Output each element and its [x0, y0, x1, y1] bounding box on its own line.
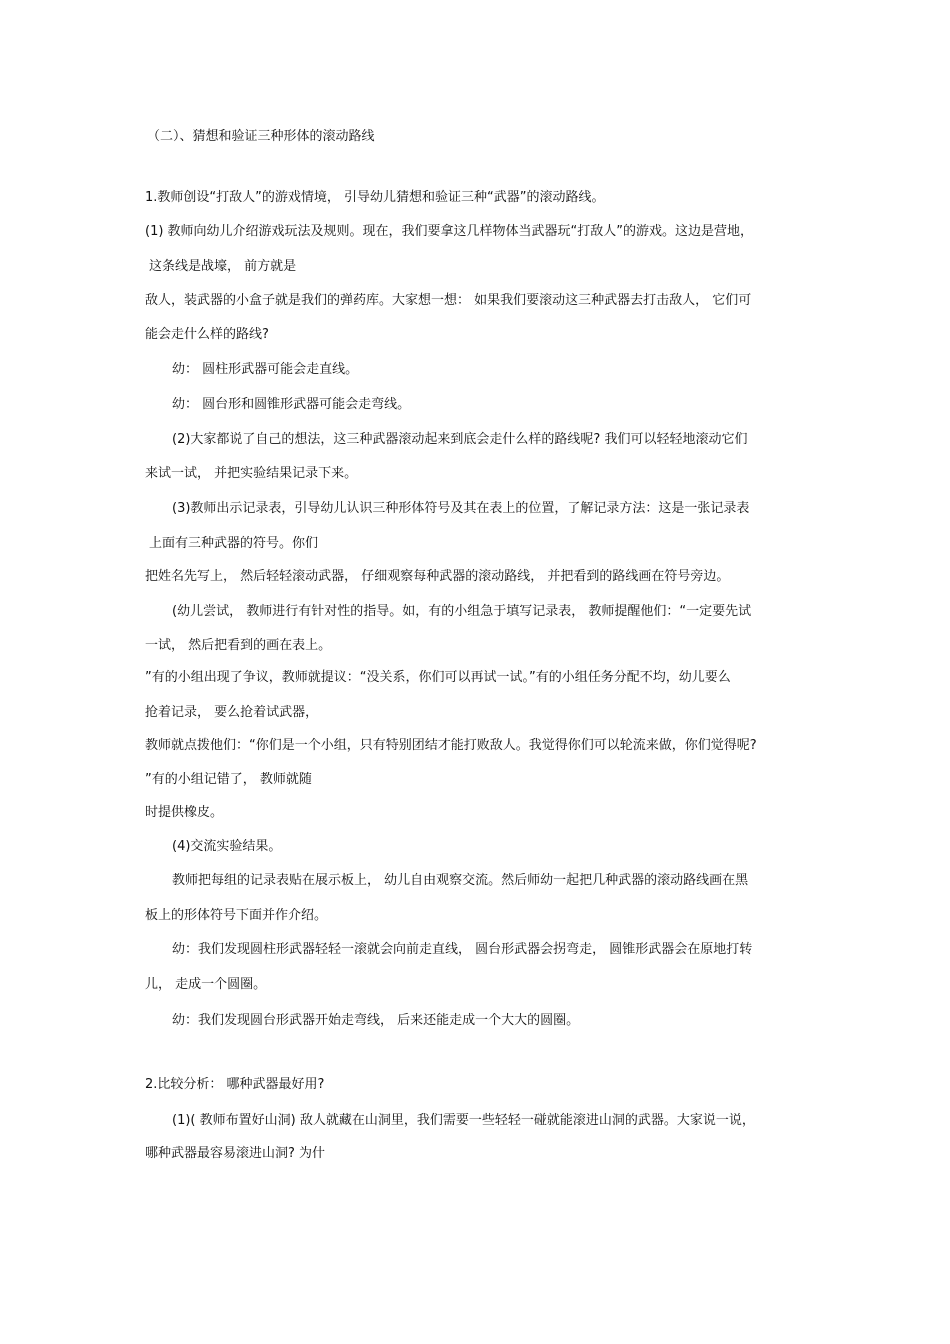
p1-line2: 这条线是战壕， 前方就是: [149, 259, 297, 274]
p1-line4: 能会走什么样的路线?: [145, 327, 269, 342]
part1-heading: 1.教师创设“打敌人”的游戏情境， 引导幼儿猜想和验证三种“武器”的滚动路线。: [145, 190, 605, 205]
child-answer-2: 幼： 圆台形和圆锥形武器可能会走弯线。: [172, 397, 411, 412]
part2-p1-line1: (1)( 教师布置好山洞) 敌人就藏在山洞里，我们需要一些轻轻一碰就能滚进山洞的武器。大家说一说，: [172, 1113, 755, 1128]
p4-line5: 教师就点拨他们：“你们是一个小组，只有特别团结才能打败敌人。我觉得你们可以轮流来做，你们觉得呢?: [145, 738, 757, 753]
p1-line3: 敌人，装武器的小盒子就是我们的弹药库。大家想一想： 如果我们要滚动这三种武器去打击敌人， 它们可: [145, 293, 752, 308]
p6-line1: 教师把每组的记录表贴在展示板上， 幼儿自由观察交流。然后师幼一起把几种武器的滚动路线画在黑: [172, 873, 749, 888]
p6-line2: 板上的形体符号下面并作介绍。: [145, 908, 328, 923]
child-answer-1: 幼： 圆柱形武器可能会走直线。: [172, 362, 359, 377]
part2-heading: 2.比较分析： 哪种武器最好用?: [145, 1077, 325, 1092]
p3-line3: 把姓名先写上， 然后轻轻滚动武器， 仔细观察每种武器的滚动路线， 并把看到的路线画在符号旁边。: [145, 569, 730, 584]
p4-line2: 一试， 然后把看到的画在表上。: [145, 638, 332, 653]
p2-line1: (2)大家都说了自己的想法，这三种武器滚动起来到底会走什么样的路线呢? 我们可以轻轻地滚动它们: [172, 432, 748, 447]
p4-line1: (幼儿尝试， 教师进行有针对性的指导。如，有的小组急于填写记录表， 教师提醒他们：“一定要先试: [172, 604, 752, 619]
p4-line4: 抢着记录， 要么抢着试武器，: [145, 705, 319, 720]
part2-p1-line2: 哪种武器最容易滚进山洞? 为什: [145, 1146, 326, 1161]
p3-line2: 上面有三种武器的符号。你们: [149, 536, 319, 551]
section-title: （二）、猜想和验证三种形体的滚动路线: [147, 129, 375, 144]
p4-line7: 时提供橡皮。: [145, 805, 224, 820]
p4-line6: ”有的小组记错了， 教师就随: [145, 772, 312, 787]
child-answer-4: 幼：我们发现圆台形武器开始走弯线， 后来还能走成一个大大的圆圈。: [172, 1013, 580, 1028]
p3-line1: (3)教师出示记录表，引导幼儿认识三种形体符号及其在表上的位置，了解记录方法：这是一张记录表: [172, 501, 750, 516]
p2-line2: 来试一试， 并把实验结果记录下来。: [145, 466, 358, 481]
p5-line: (4)交流实验结果。: [172, 839, 282, 854]
p4-line3: ”有的小组出现了争议，教师就提议：“没关系，你们可以再试一试。”有的小组任务分配不均，幼儿要么: [145, 670, 731, 685]
p1-line1: (1) 教师向幼儿介绍游戏玩法及规则。现在，我们要拿这几样物体当武器玩“打敌人”的游戏。这边是营地，: [145, 224, 754, 239]
child-answer-3-line2: 儿， 走成一个圆圈。: [145, 977, 267, 992]
child-answer-3-line1: 幼：我们发现圆柱形武器轻轻一滚就会向前走直线， 圆台形武器会拐弯走， 圆锥形武器会在原地打转: [172, 942, 753, 957]
